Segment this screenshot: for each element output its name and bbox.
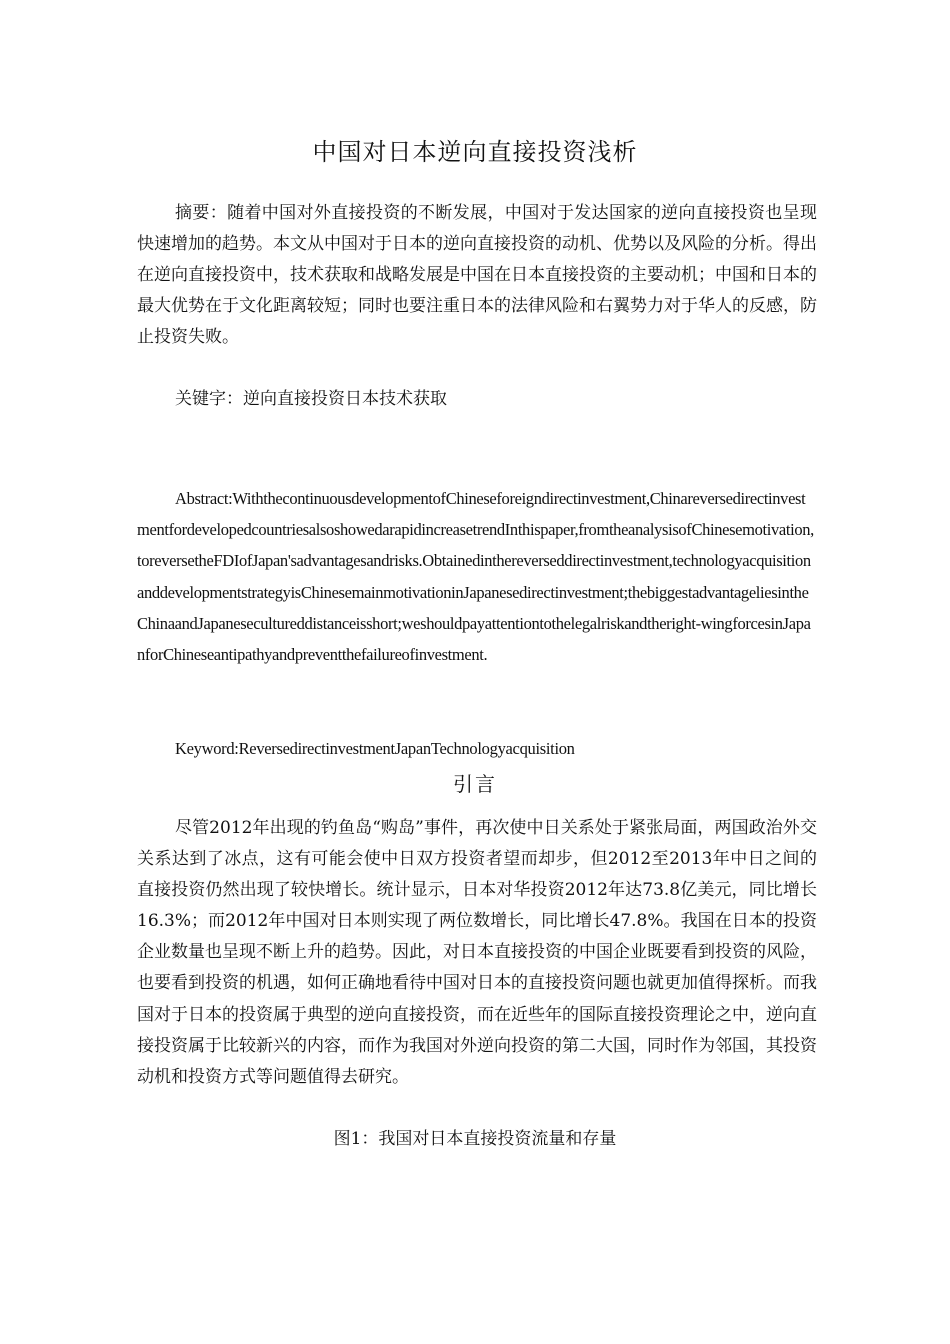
abstract-english: Abstract:WiththecontinuousdevelopmentofChineseforeigndirectinvestment,ChinareversedirectinvestmentfordevelopedcountriesalsoshowedarapidincreasetrendInthispaper,fromtheanalysisofChinesemotivation,toreversetheFDIofJapan'sadvantagesandrisks.Obtainedinthereverseddirectinvestment,technologyacquisitionanddevelopmentstrategyisChinesemainmotivationinJapanesedirectinvestment;thebiggestadvantageliesintheChinaandJapanesecultureddistanceisshort;weshouldpayattentiontothelegalriskandtheright-wingforcesinJapanforChineseantipathyandpreventthefailureofinvestment. (137, 489, 814, 665)
introduction-paragraph: 尽管2012年出现的钓鱼岛“购岛”事件，再次使中日关系处于紧张局面，两国政治外交关系达到了冰点，这有可能会使中日双方投资者望而却步，但2012至2013年中日之间的直接投资仍然出现了较快增长。统计显示，日本对华投资2012年达73.8亿美元，同比增长16.3%；而2012年中国对日本则实现了两位数增长，同比增长47.8%。我国在日本的投资企业数量也呈现不断上升的趋势。因此，对日本直接投资的中国企业既要看到投资的风险，也要看到投资的机遇，如何正确地看待中国对日本的直接投资问题也就更加值得探析。而我国对于日本的投资属于典型的逆向直接投资，而在近些年的国际直接投资理论之中，逆向直接投资属于比较新兴的内容，而作为我国对外逆向投资的第二大国，同时作为邻国，其投资动机和投资方式等问题值得去研究。 (137, 818, 817, 1087)
section-heading-introduction: 引言 (453, 772, 497, 796)
keywords-english: Keyword:ReversedirectinvestmentJapanTechnologyacquisition (175, 739, 575, 758)
figure-caption: 图1：我国对日本直接投资流量和存量 (333, 1129, 617, 1149)
paper-title: 中国对日本逆向直接投资浅析 (312, 138, 638, 166)
abstract-chinese: 摘要：随着中国对外直接投资的不断发展，中国对于发达国家的逆向直接投资也呈现快速增加的趋势。本文从中国对于日本的逆向直接投资的动机、优势以及风险的分析。得出在逆向直接投资中，技术获取和战略发展是中国在日本直接投资的主要动机；中国和日本的最大优势在于文化距离较短；同时也要注重日本的法律风险和右翼势力对于华人的反感，防止投资失败。 (137, 203, 817, 347)
keywords-chinese: 关键字：逆向直接投资日本技术获取 (175, 389, 447, 409)
